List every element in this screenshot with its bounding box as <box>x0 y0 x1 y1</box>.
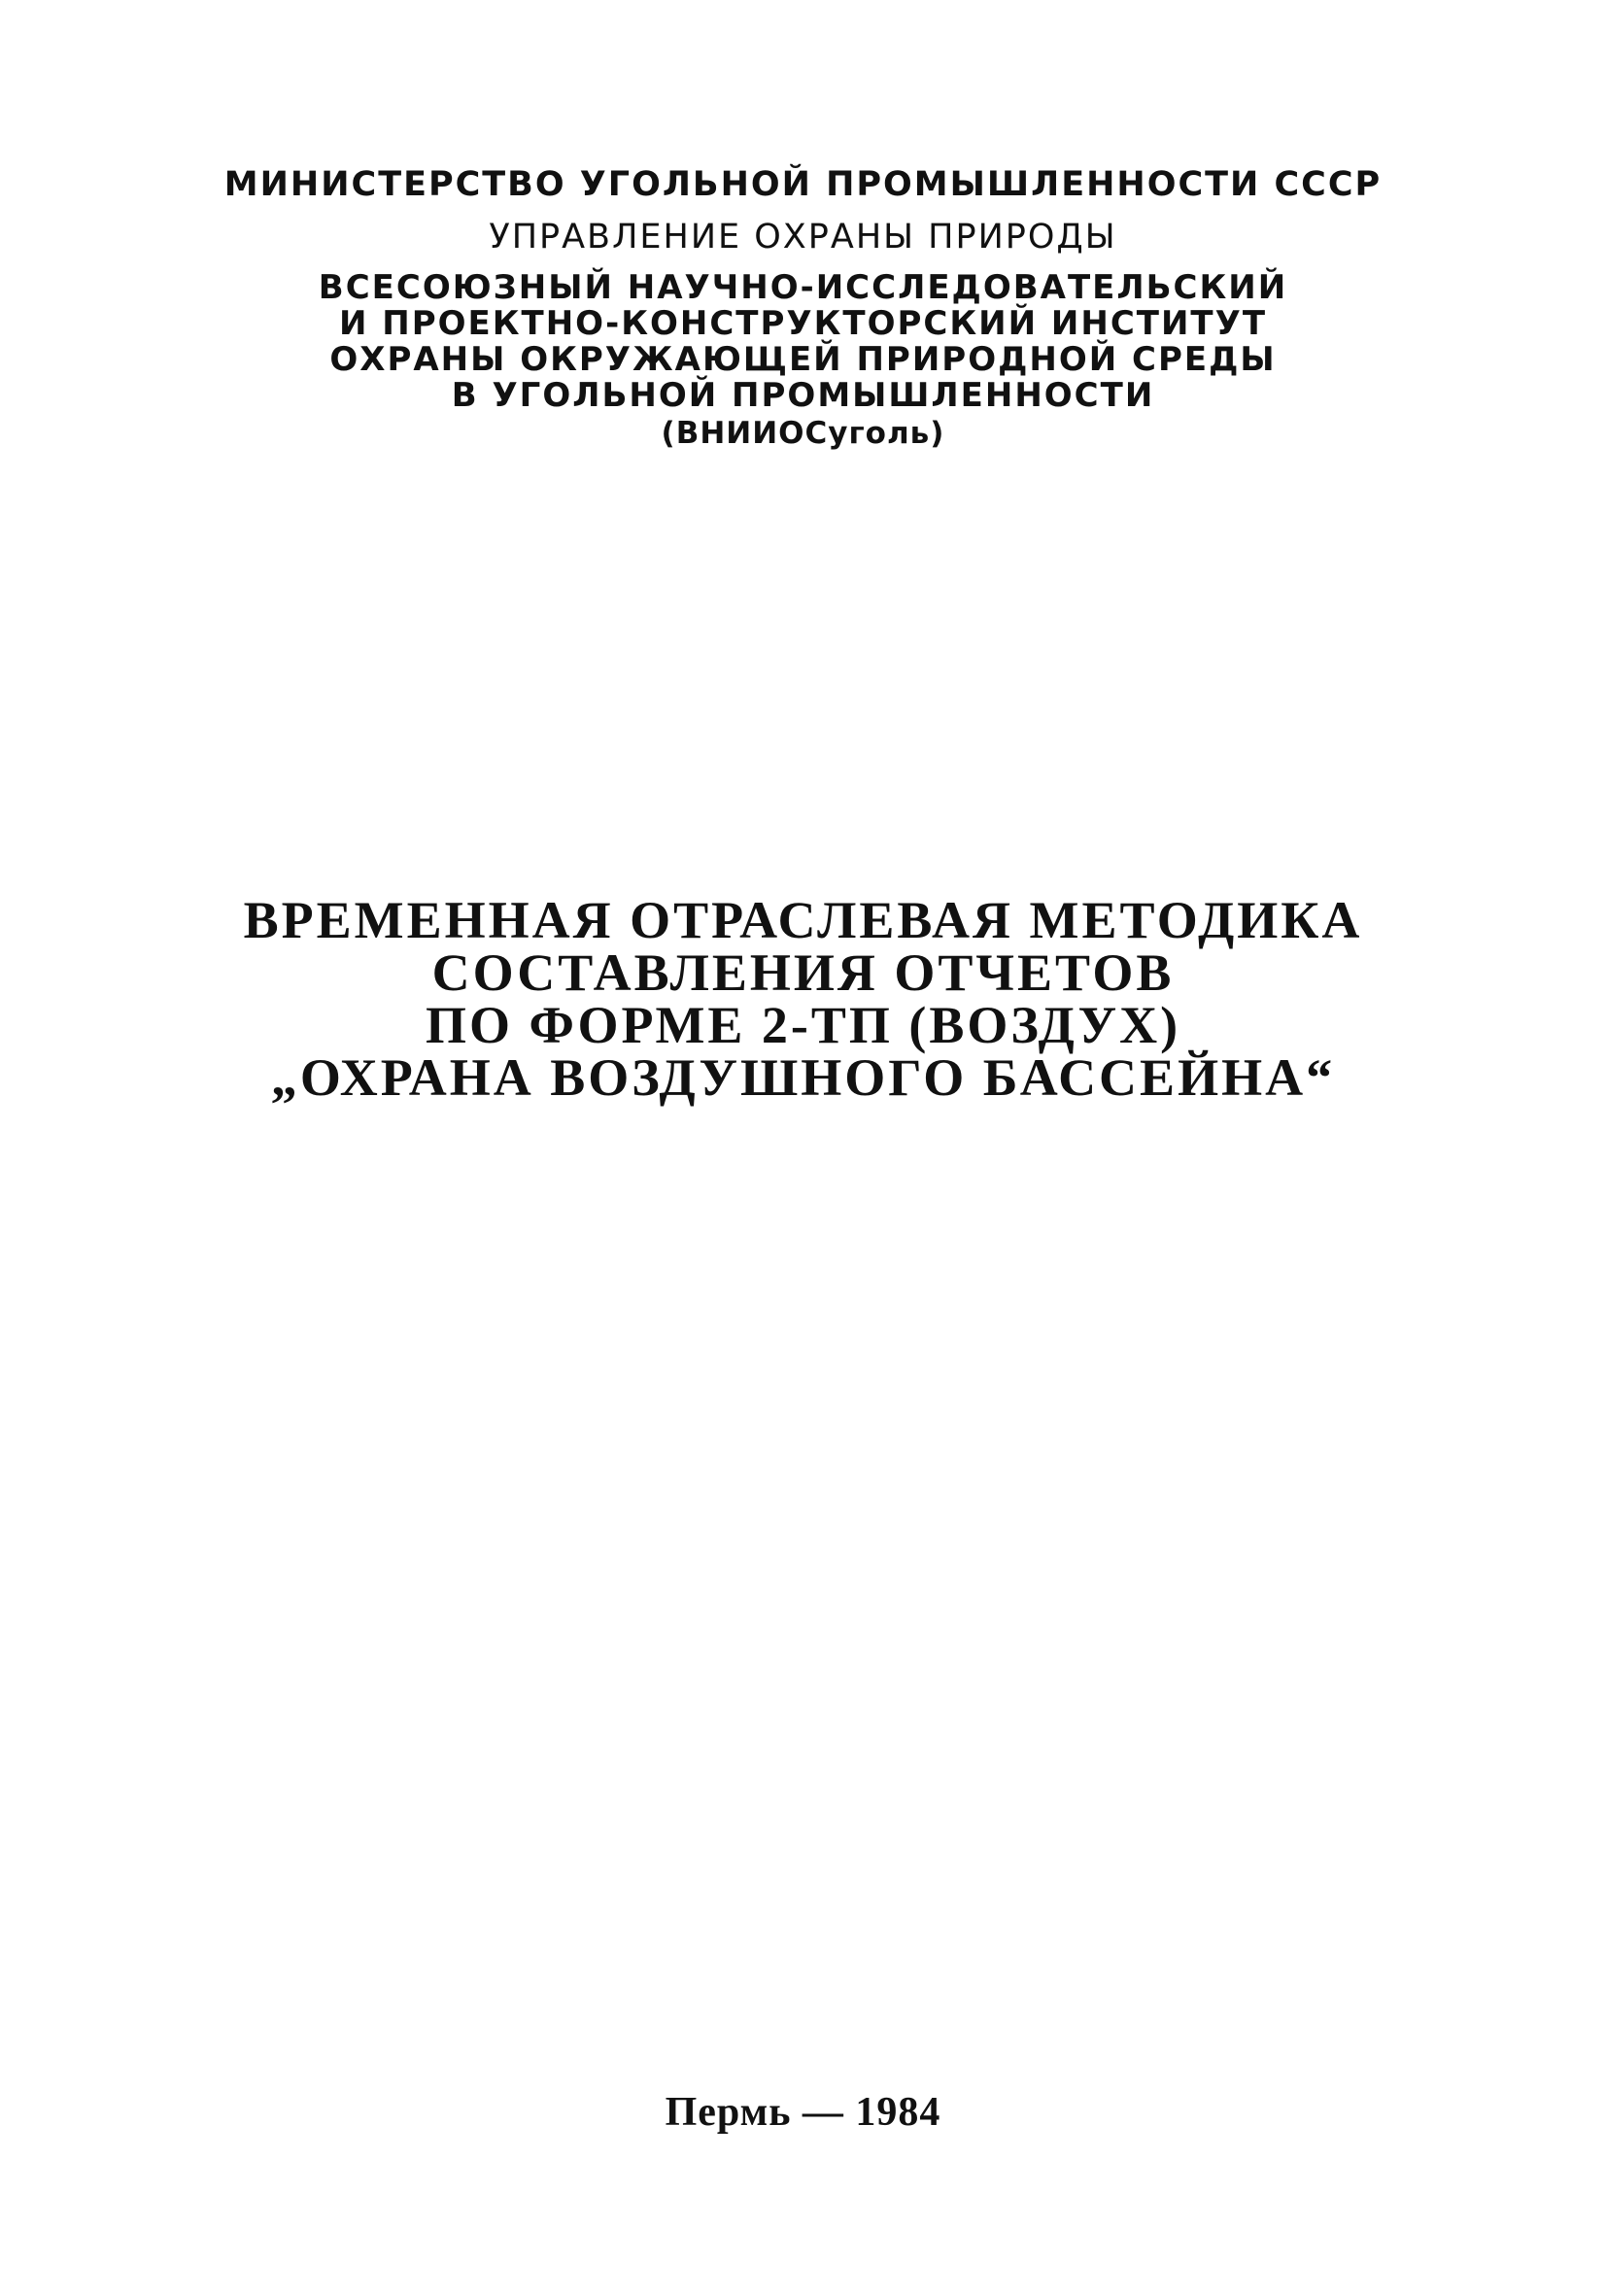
institute-line: ОХРАНЫ ОКРУЖАЮЩЕЙ ПРИРОДНОЙ СРЕДЫ <box>329 340 1277 379</box>
title-line: СОСТАВЛЕНИЯ ОТЧЕТОВ <box>431 943 1175 1002</box>
institute-line: И ПРОЕКТНО-КОНСТРУКТОРСКИЙ ИНСТИТУТ <box>338 304 1268 343</box>
document-title <box>0 891 1606 1107</box>
institute-line: В УГОЛЬНОЙ ПРОМЫШЛЕННОСТИ <box>451 376 1155 415</box>
title-line: „ОХРАНА ВОЗДУШНОГО БАССЕЙНА“ <box>270 1048 1336 1107</box>
publisher-header <box>0 163 1606 453</box>
title-line: ПО ФОРМЕ 2-ТП (ВОЗДУХ) <box>425 996 1181 1054</box>
institute-name <box>0 270 1606 414</box>
institute-abbreviation: (ВНИИОСуголь) <box>661 416 945 451</box>
directorate-name: УПРАВЛЕНИЕ ОХРАНЫ ПРИРОДЫ <box>489 218 1117 257</box>
ministry-name: МИНИСТЕРСТВО УГОЛЬНОЙ ПРОМЫШЛЕННОСТИ СССР <box>223 165 1383 204</box>
institute-line: ВСЕСОЮЗНЫЙ НАУЧНО-ИССЛЕДОВАТЕЛЬСКИЙ <box>318 268 1288 307</box>
title-line: ВРЕМЕННАЯ ОТРАСЛЕВАЯ МЕТОДИКА <box>243 891 1363 949</box>
place-and-year: Пермь — 1984 <box>665 2090 941 2135</box>
